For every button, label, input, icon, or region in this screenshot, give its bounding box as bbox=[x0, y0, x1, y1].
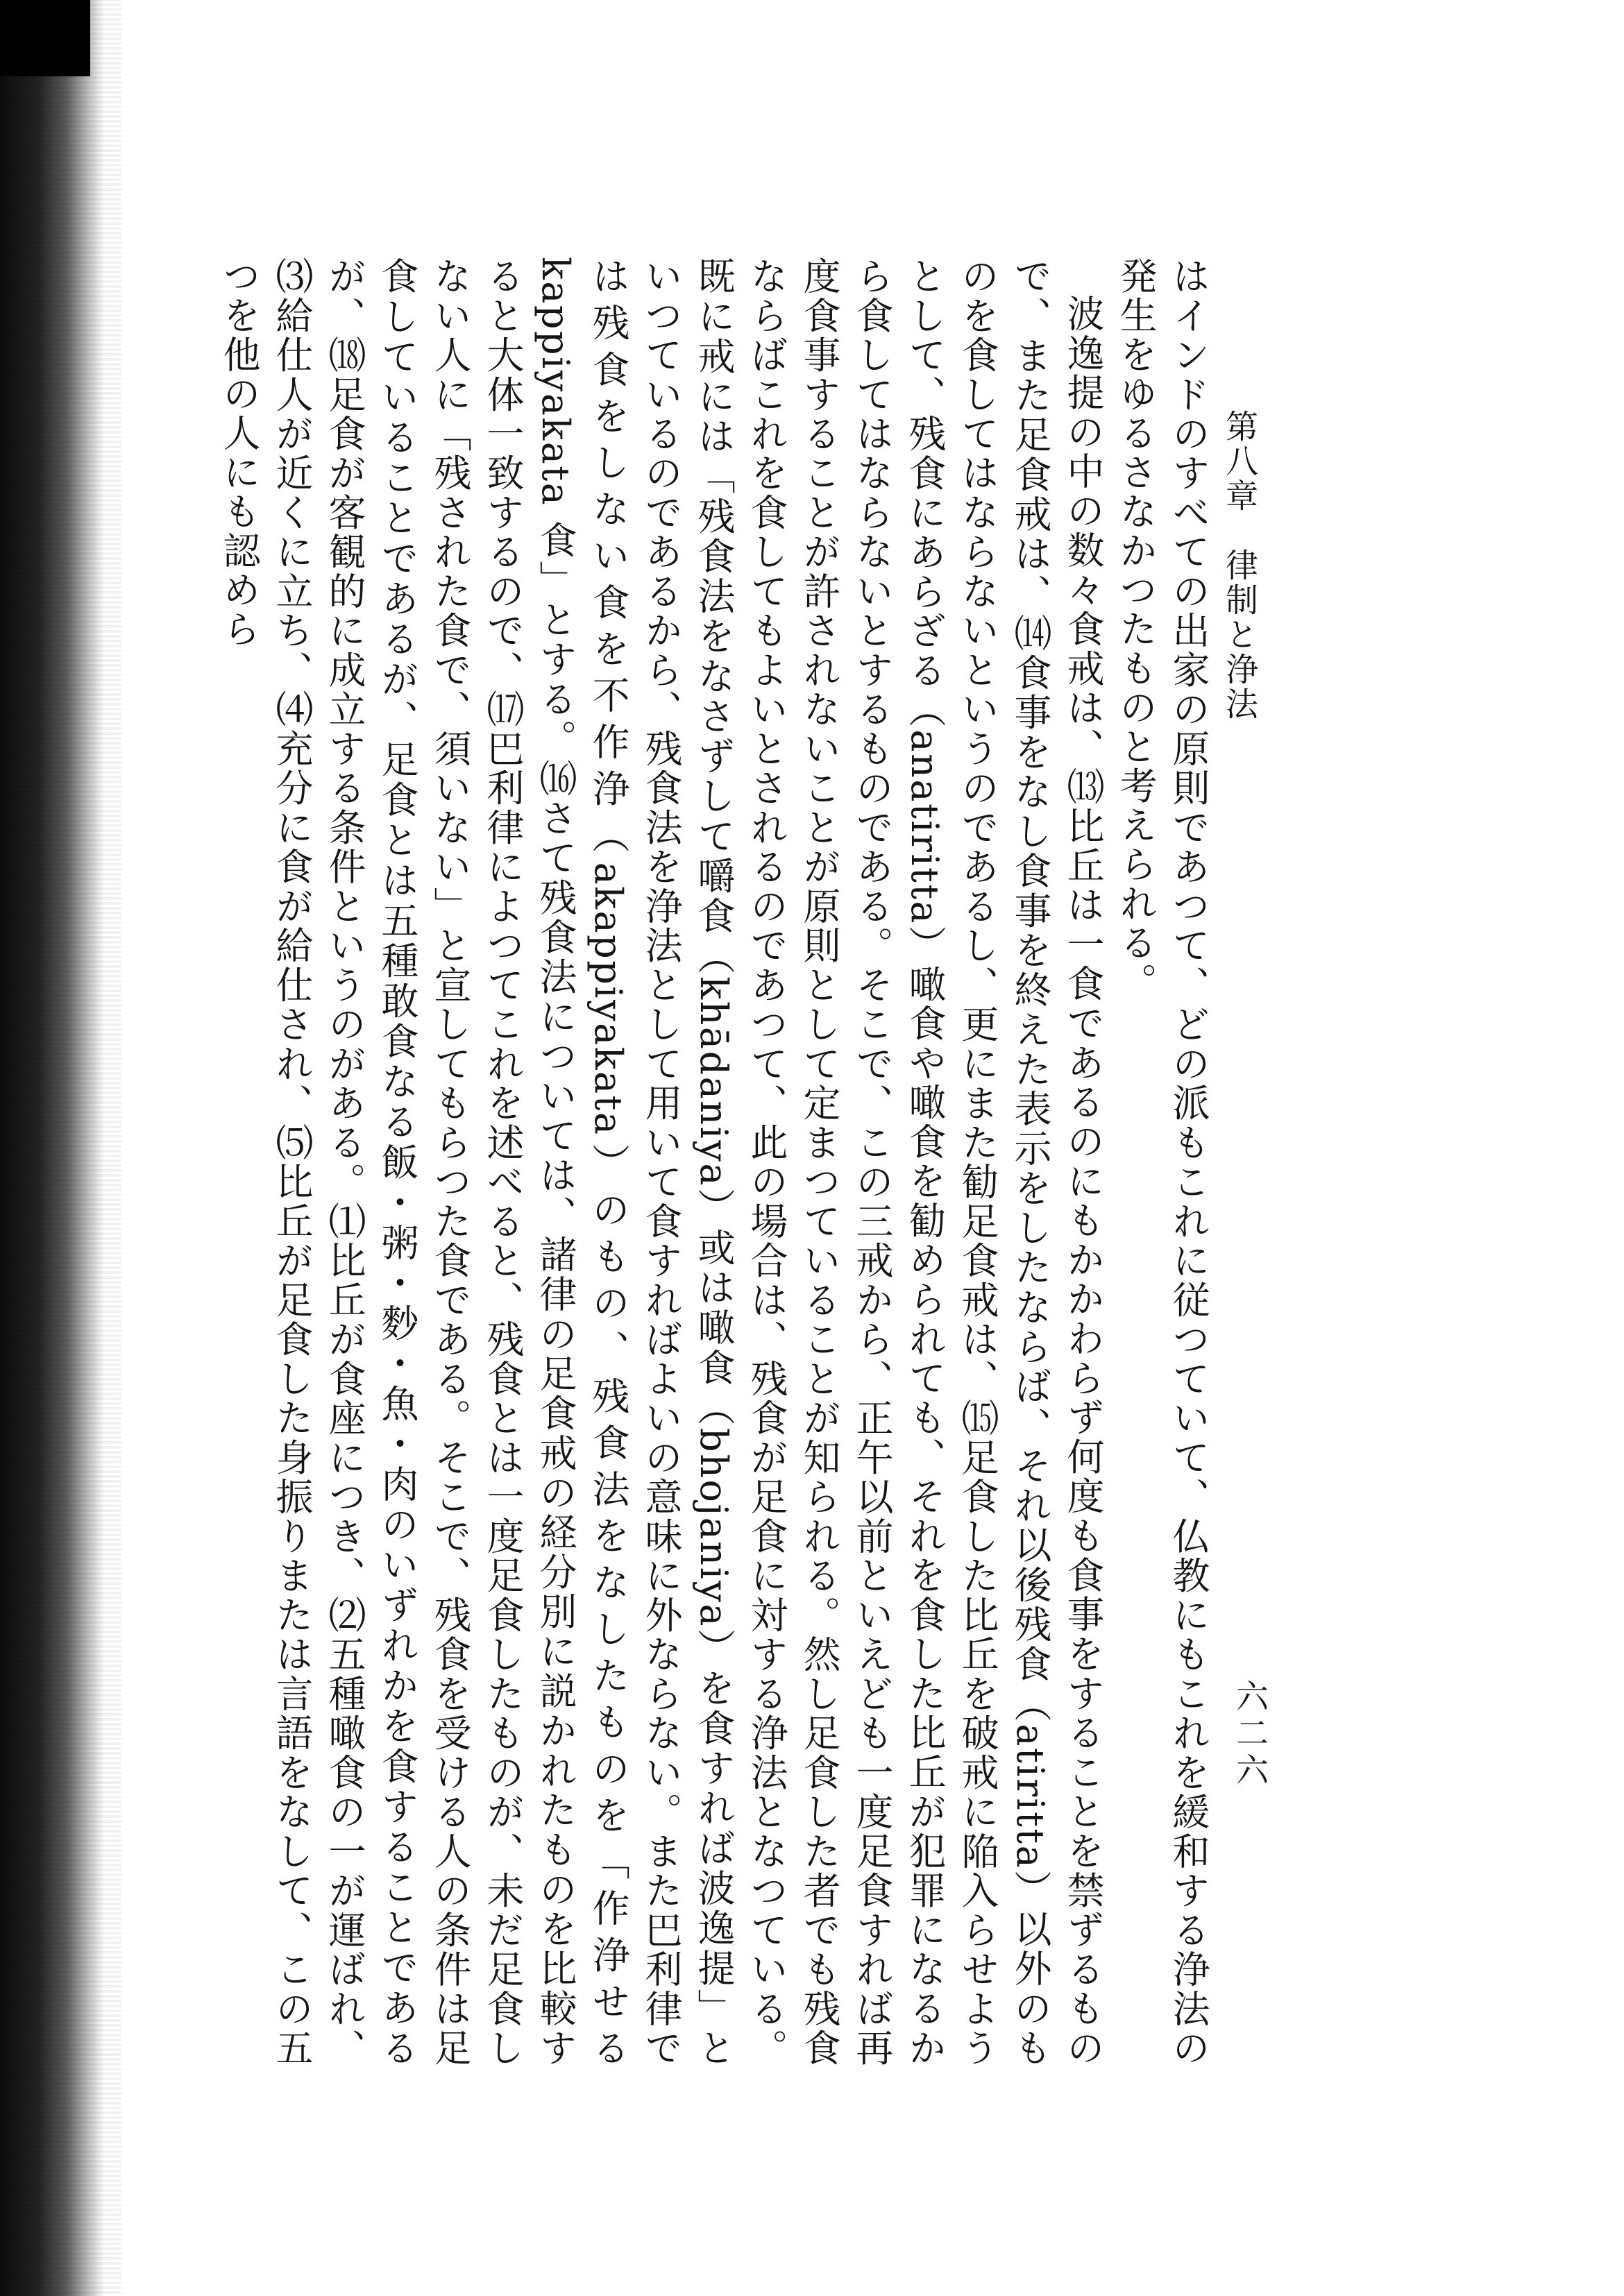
scan-corner-shadow bbox=[0, 0, 90, 76]
running-header: 第八章 律制と浄法 bbox=[1220, 409, 1258, 722]
paragraph-main: 波逸提の中の数々食戒は、⒀比丘は一食であるのにもかかわらず何度も食事をすることを禁ずるもので、また足食戒は、⒁食事をなし食事を終えた表示をしたならば、それ以後残食（atiritta）以外のものを食してはならないというのであるし、更にまた勧足食戒は、⒂足食した比丘を破戒に陥入らせようとして、残食にあらざる（anatiritta）噉食や噉食を勧められても、それを食した比丘が犯罪になるから食してはならないとするものである。そこで、この三戒から、正午以前といえども一度足食すれば再度食事することが許されないことが原則として定まつていることが知られる。然し足食した者でも残食ならばこれを食してもよいとされるのであつて、此の場合は、残食が足食に対する浄法となつている。既に戒には「残食法をなさずして嚼食（khādaniya）或は噉食（bhojaniya）を食すれば波逸提」といつているのであるから、残食法を浄法として用いて食すればよいの意味に外ならない。また巴利律では残食をしない食を不作浄（akappiyakata）のもの、残食法をなしたものを「作浄せる kappiyakata 食」とする。⒃さて残食法については、諸律の足食戒の経分別に説かれたものを比較すると大体一致するので、⒄巴利律によつてこれを述べると、残食とは一度足食したものが、未だ足食しない人に「残された食で、須いない」と宣してもらつた食である。そこで、残食を受ける人の条件は足食していることであるが、足食とは五種敢食なる飯・粥・麨・魚・肉のいずれかを食することであるが、⒅足食が客観的に成立する条件というのがある。⑴比丘が食座につき、⑵五種噉食の一が運ばれ、⑶給仕人が近くに立ち、⑷充分に食が給仕され、⑸比丘が足食した身振りまたは言語をなして、この五つを他の人にも認めら bbox=[217, 257, 1105, 2068]
body-text bbox=[212, 257, 1215, 2068]
page-number: 六二六 bbox=[1230, 1679, 1269, 1789]
paragraph-continuation: はインドのすべての出家の原則であつて、どの派もこれに従つていて、仏教にもこれを緩和する浄法の発生をゆるさなかつたものと考えられる。 bbox=[1114, 257, 1210, 2068]
scan-shadow-texture bbox=[0, 0, 121, 2296]
